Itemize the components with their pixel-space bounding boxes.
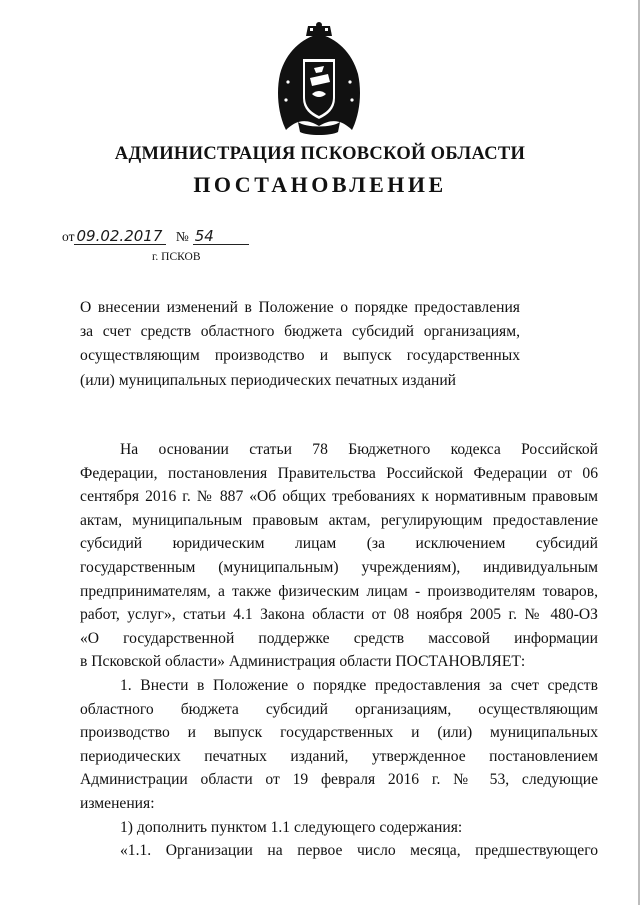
body-line: «О государственной поддержке средств массовой информации — [80, 629, 598, 647]
body-line: субсидий юридическим лицам (за исключением субсидий — [80, 535, 598, 553]
date-prefix: от — [62, 229, 75, 244]
document-subject — [80, 296, 520, 393]
subject-line: О внесении изменений в Положение о порядке предоставления — [80, 299, 520, 316]
subject-line: осуществляющим производство и выпуск государственных — [80, 347, 520, 365]
body-line: областного бюджета субсидий организациям, осуществляющим — [80, 700, 598, 718]
body-line: На основании статьи 78 Бюджетного кодекса Российской — [120, 441, 598, 458]
handwritten-number: 54 — [193, 228, 249, 245]
handwritten-date: 09.02.2017 — [74, 228, 166, 245]
body-line: государственным (муниципальным) учреждениям), индивидуальным — [80, 558, 598, 576]
body-line: 1. Внести в Положение о порядке предоставления за счет средств — [120, 676, 598, 694]
body-line: изменения: — [80, 794, 155, 812]
body-line: предпринимателям, а также физическим лицам - производителям товаров, — [80, 582, 598, 600]
date-number-line — [62, 228, 249, 250]
body-line: «1.1. Организации на первое число месяца, предшествующего — [120, 842, 598, 860]
subject-line: за счет средств областного бюджета субсидий организациям, — [80, 323, 520, 341]
city-label: г. ПСКОВ — [152, 251, 201, 263]
body-line: сентября 2016 г. № 887 «Об общих требованиях к нормативным правовым — [80, 488, 598, 506]
body-line: Администрации области от 19 февраля 2016 г. № 53, следующие — [80, 771, 598, 789]
body-line: периодических печатных изданий, утвержденное постановлением — [80, 747, 598, 765]
document-type-title: ПОСТАНОВЛЕНИЕ — [193, 172, 447, 197]
body-line: работ, услуг», статьи 4.1 Закона области от 08 ноября 2005 г. № 480-ОЗ — [80, 606, 598, 624]
body-line: в Псковской области» Администрация области ПОСТАНОВЛЯЕТ: — [80, 653, 526, 671]
number-prefix: № — [175, 229, 189, 244]
subject-line: (или) муниципальных периодических печатных изданий — [80, 371, 457, 389]
body-line: производство и выпуск государственных и (или) муниципальных — [80, 724, 598, 742]
body-line: 1) дополнить пунктом 1.1 следующего содержания: — [120, 818, 463, 836]
body-line: Федерации, постановления Правительства Российской Федерации от 06 — [80, 464, 598, 482]
coat-of-arms-emblem — [272, 22, 366, 138]
body-line: актам, муниципальным правовым актам, регулирующим предоставление — [80, 511, 598, 529]
organization-title: АДМИНИСТРАЦИЯ ПСКОВСКОЙ ОБЛАСТИ — [114, 144, 526, 164]
document-body — [80, 438, 598, 863]
